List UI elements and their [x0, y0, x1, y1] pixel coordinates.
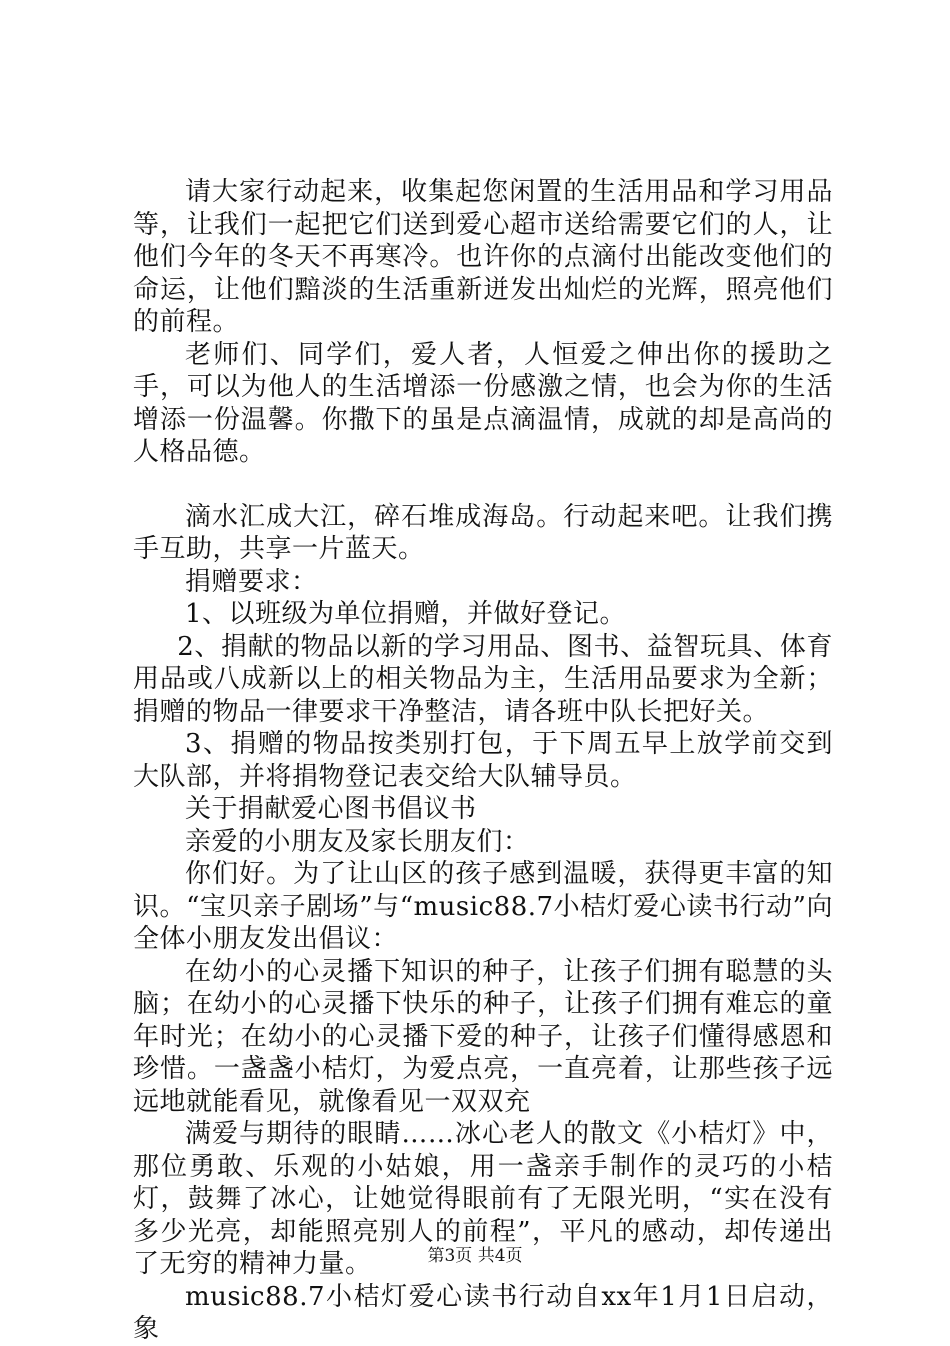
paragraph-salutation: 亲爱的小朋友及家长朋友们：: [185, 826, 530, 857]
paragraph-call-to-action: 请大家行动起来，收集起您闲置的生活用品和学习用品等，让我们一起把它们送到爱心超市送给需要它们的人，让他们今年的冬天不再寒冷。也许你的点滴付出能改变他们的命运，让他们黯淡的生活重新迸发出灿烂的光辉，照亮他们的前程。: [133, 177, 833, 337]
paragraph-requirement-2: 2、捐献的物品以新的学习用品、图书、益智玩具、体育用品或八成新以上的相关物品为主，生活用品要求为全新；捐赠的物品一律要求干净整洁，请各班中队长把好关。: [133, 631, 833, 727]
paragraph-book-donation-title: 关于捐献爱心图书倡议书: [185, 794, 477, 824]
page-number-footer: 第3页 共4页: [427, 1246, 523, 1266]
paragraph-requirement-3: 3、捐赠的物品按类别打包，于下周五早上放学前交到大队部，并将捐物登记表交给大队辅导员。: [133, 729, 833, 792]
paragraph-donation-requirements-heading: 捐赠要求：: [185, 566, 318, 597]
paragraph-seeds: 在幼小的心灵播下知识的种子，让孩子们拥有聪慧的头脑；在幼小的心灵播下快乐的种子，让孩子们拥有难忘的童年时光；在幼小的心灵播下爱的种子，让孩子们懂得感恩和珍惜。一盏盏小桔灯，为爱点亮，一直亮着，让那些孩子远远地就能看见，就像看见一双双充: [133, 956, 833, 1117]
paragraph-drops-of-water: 滴水汇成大江，碎石堆成海岛。行动起来吧。让我们携手互助，共享一片蓝天。: [133, 501, 833, 564]
paragraph-campaign-start: music88.7小桔灯爱心读书行动自xx年1月1日启动，象: [133, 1281, 833, 1344]
document-body: [133, 176, 833, 1346]
paragraph-greeting: 你们好。为了让山区的孩子感到温暖，获得更丰富的知识。“宝贝亲子剧场”与“music88.7小桔灯爱心读书行动”向全体小朋友发出倡议：: [133, 859, 833, 954]
paragraph-requirement-1: 1、以班级为单位捐赠，并做好登记。: [185, 599, 627, 629]
paragraph-teachers-students: 老师们、同学们，爱人者，人恒爱之伸出你的援助之手，可以为他人的生活增添一份感激之情，也会为你的生活增添一份温馨。你撒下的虽是点滴温情，成就的却是高尚的人格品德。: [133, 339, 833, 467]
paragraph-bingxin: 满爱与期待的眼睛……冰心老人的散文《小桔灯》中，那位勇敢、乐观的小姑娘，用一盏亲手制作的灵巧的小桔灯，鼓舞了冰心，让她觉得眼前有了无限光明，“实在没有多少光亮，却能照亮别人的前程”，平凡的感动，却传递出了无穷的精神力量。: [133, 1119, 833, 1279]
